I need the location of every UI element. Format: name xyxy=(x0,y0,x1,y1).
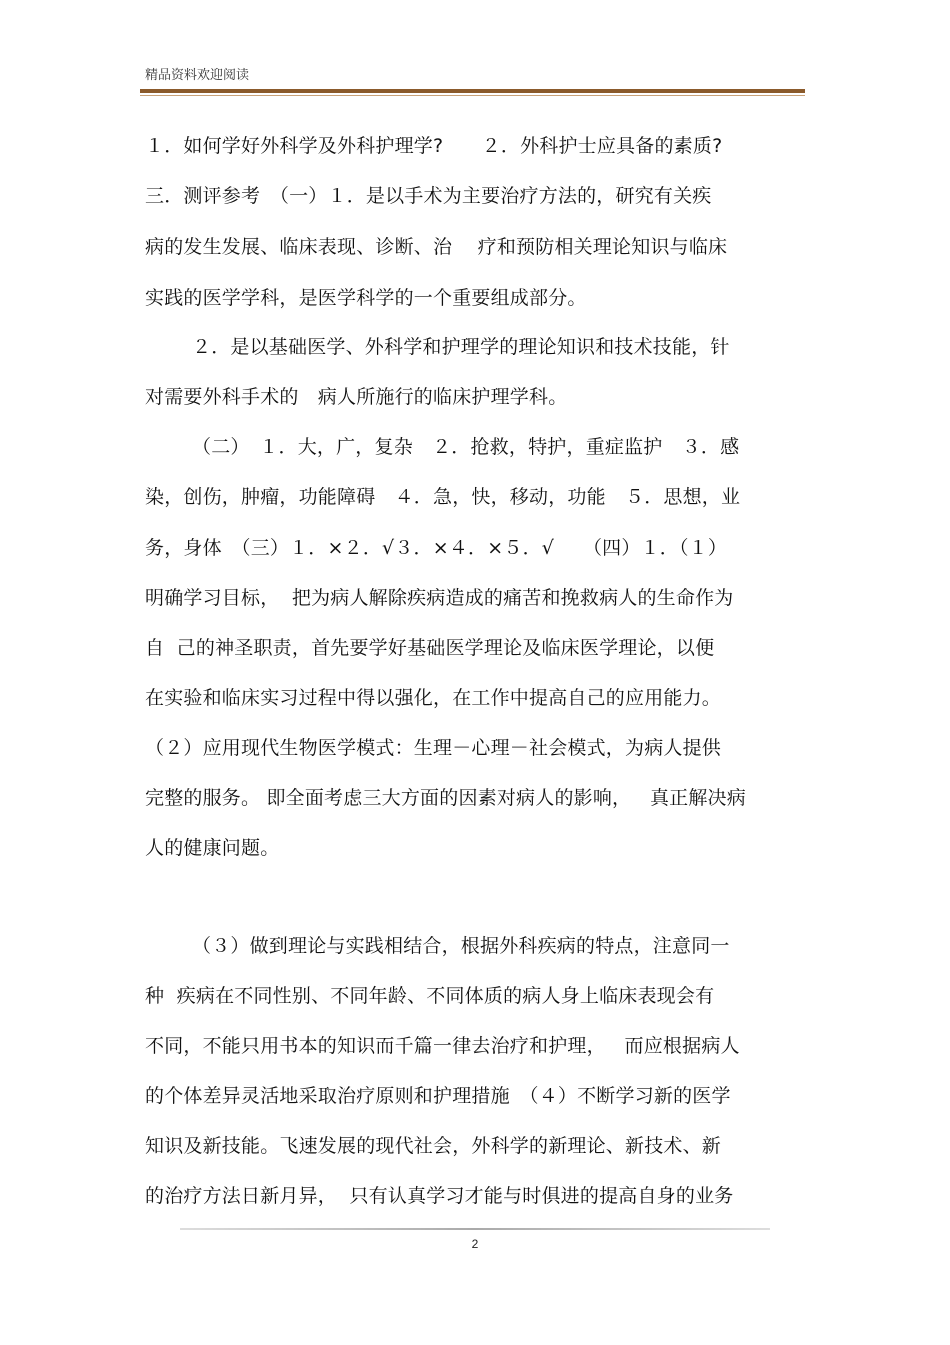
text-line: ２．是以基础医学、外科学和护理学的理论知识和技术技能，针 xyxy=(192,336,730,358)
text-line: 人的健康问题。 xyxy=(145,837,280,859)
page-number: 2 xyxy=(471,1237,479,1251)
text-line: 三．测评参考 （一）１．是以手术为主要治疗方法的，研究有关疾 xyxy=(145,185,712,207)
text-line: （３）做到理论与实践相结合，根据外科疾病的特点，注意同一 xyxy=(192,935,730,957)
text-line: 染，创伤，肿瘤，功能障碍 ４．急，快，移动，功能 ５．思想，业 xyxy=(145,486,741,508)
text-line: 实践的医学学科，是医学科学的一个重要组成部分。 xyxy=(145,287,587,309)
text-line: 完整的服务。 即全面考虑三大方面的因素对病人的影响， 真正解决病 xyxy=(145,787,746,809)
text-line: １．如何学好外科学及外科护理学? ２．外科护士应具备的素质? xyxy=(145,135,723,157)
text-line: 明确学习目标， 把为病人解除疾病造成的痛苦和挽救病人的生命作为 xyxy=(145,587,734,609)
text-line: 务，身体 （三）１．×２．√３．×４．×５．√ （四）１．（１） xyxy=(145,537,728,559)
text-line: 自 己的神圣职责，首先要学好基础医学理论及临床医学理论，以便 xyxy=(145,637,715,659)
header-rule-thin xyxy=(140,95,805,96)
text-line: 知识及新技能。飞速发展的现代社会，外科学的新理论、新技术、新 xyxy=(145,1135,722,1157)
text-line: 病的发生发展、临床表现、诊断、治 疗和预防相关理论知识与临床 xyxy=(145,236,728,258)
text-line: 的个体差异灵活地采取治疗原则和护理措施 （４）不断学习新的医学 xyxy=(145,1085,731,1107)
text-line: （二） １．大，广，复杂 ２．抢救，特护，重症监护 ３．感 xyxy=(192,436,740,458)
footer-rule xyxy=(180,1228,770,1230)
text-line: 对需要外科手术的 病人所施行的临床护理学科。 xyxy=(145,386,568,408)
page-header: 精品资料欢迎阅读 xyxy=(145,68,250,83)
text-line: 种 疾病在不同性别、不同年龄、不同体质的病人身上临床表现会有 xyxy=(145,985,715,1007)
header-rule-thick xyxy=(140,89,805,93)
text-line: （２）应用现代生物医学模式：生理－心理－社会模式，为病人提供 xyxy=(145,737,722,759)
text-line: 在实验和临床实习过程中得以强化，在工作中提高自己的应用能力。 xyxy=(145,687,722,709)
text-line: 不同，不能只用书本的知识而千篇一律去治疗和护理， 而应根据病人 xyxy=(145,1035,740,1057)
text-line: 的治疗方法日新月异， 只有认真学习才能与时俱进的提高自身的业务 xyxy=(145,1185,734,1207)
